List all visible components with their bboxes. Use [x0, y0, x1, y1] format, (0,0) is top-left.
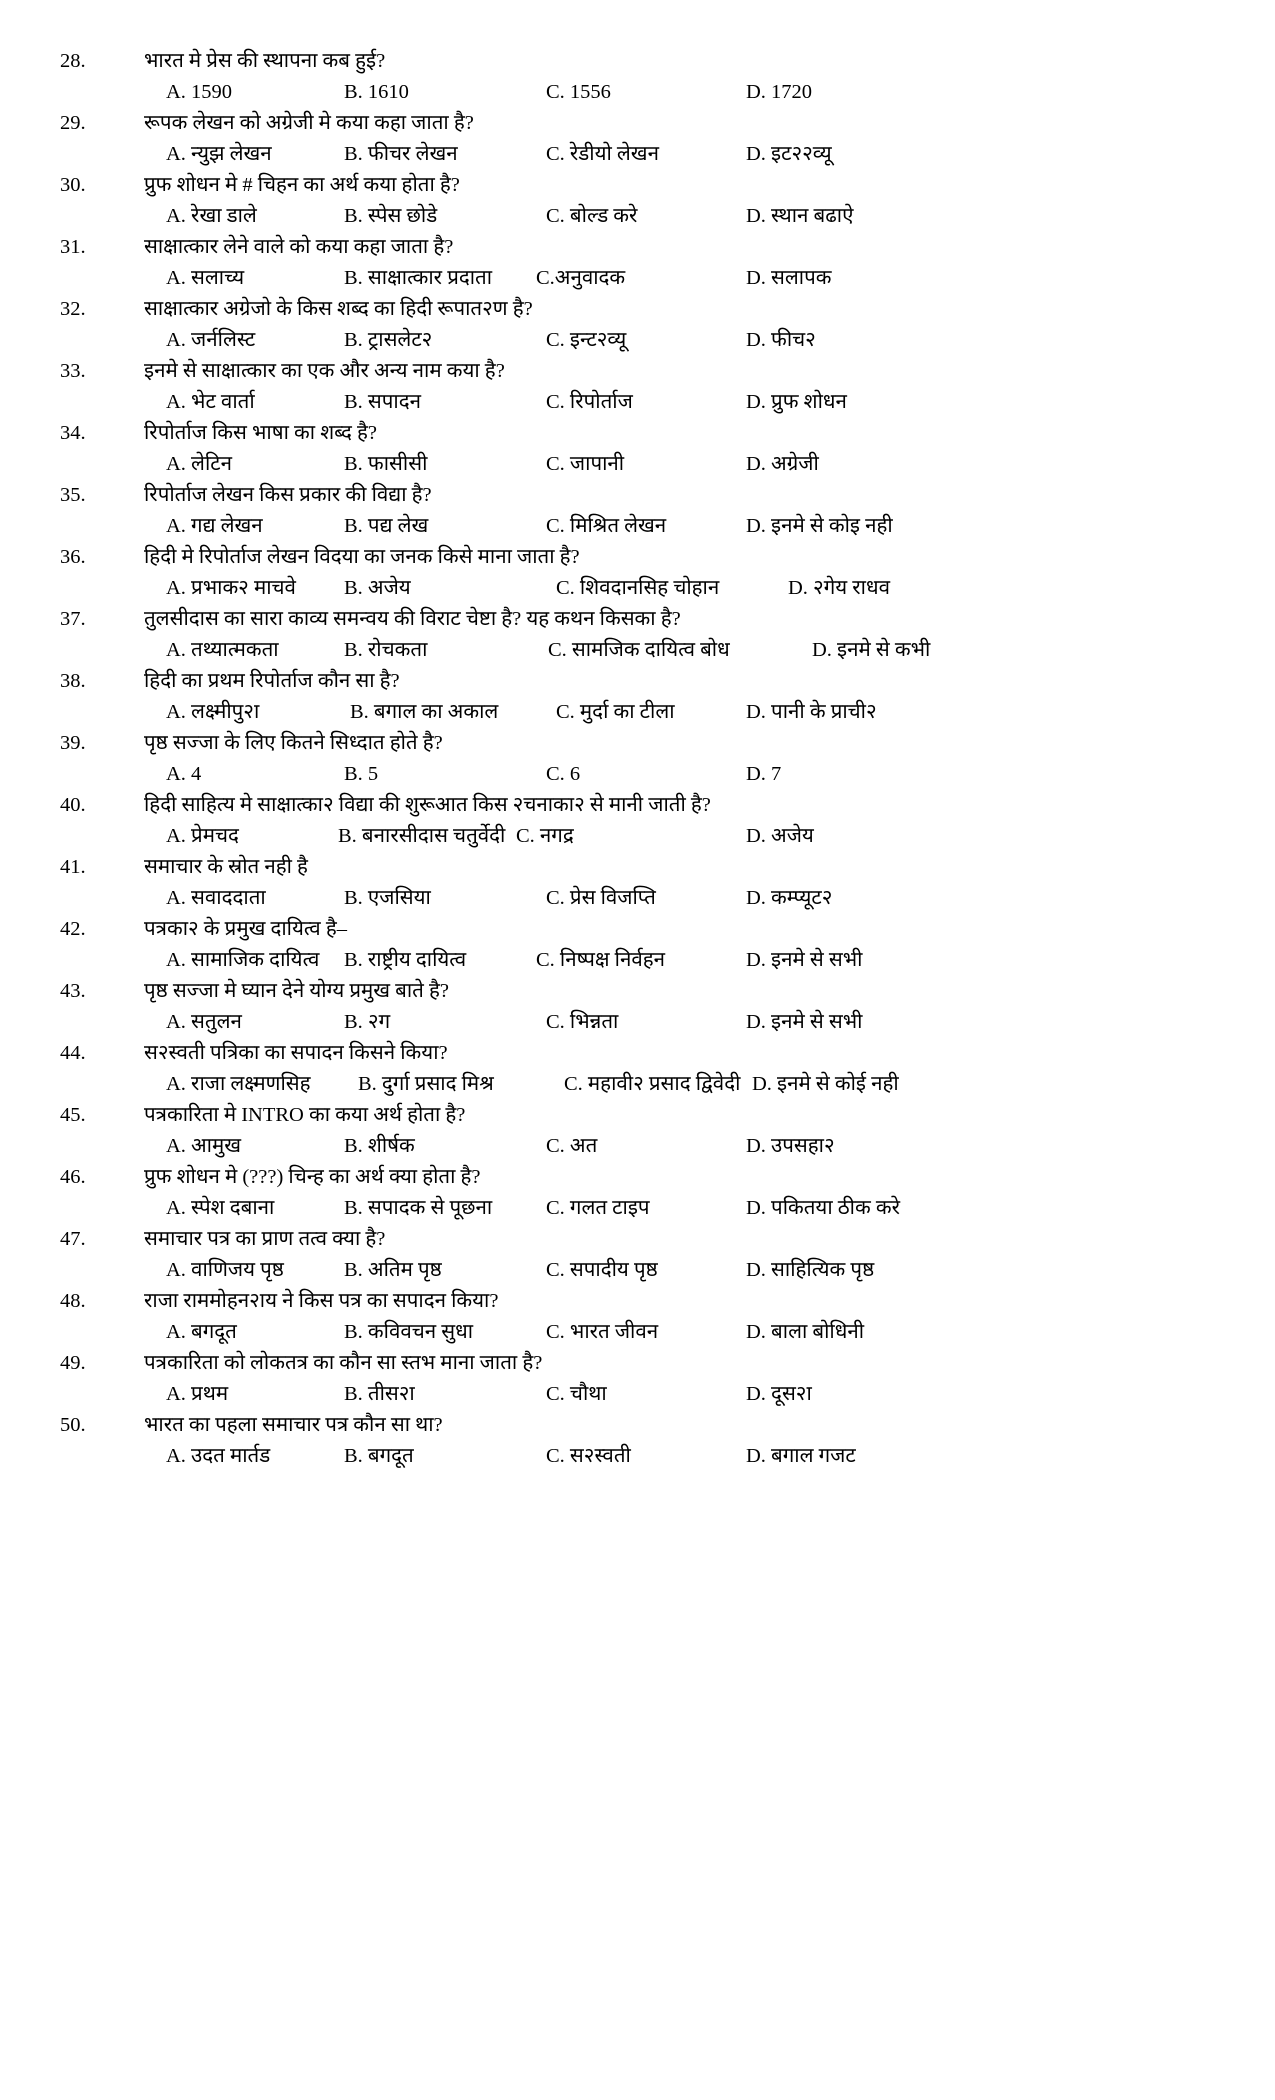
option-d[interactable]: D. इनमे से कभी [812, 639, 931, 661]
question-block [60, 1224, 1215, 1286]
option-row [166, 386, 1215, 418]
option-d[interactable]: D. दूस२ा [746, 1383, 812, 1405]
option-d[interactable]: D. अजेय [746, 825, 814, 847]
option-c[interactable]: C. सामजिक दायित्व बोध [548, 639, 730, 661]
option-c[interactable]: C. प्रेस विजप्ति [546, 887, 656, 909]
option-row [166, 324, 1215, 356]
option-d[interactable]: D. इनमे से कोई नही [752, 1073, 899, 1095]
question-block [60, 170, 1215, 232]
option-d[interactable]: D. साहित्यिक पृष्ठ [746, 1259, 875, 1281]
option-d[interactable]: D. २गेय राधव [788, 577, 890, 599]
option-a[interactable]: A. सलाच्य [166, 267, 245, 289]
question-line [60, 418, 1215, 448]
option-a[interactable]: A. प्रभाक२ माचवे [166, 577, 296, 599]
option-c[interactable]: C. रिपोर्ताज [546, 391, 633, 413]
option-c[interactable]: C. मुर्दा का टीला [556, 701, 675, 723]
question-number: 36. [60, 546, 86, 568]
option-row [166, 1068, 1215, 1100]
question-block [60, 294, 1215, 356]
option-c[interactable]: C. 1556 [546, 81, 611, 103]
question-line [60, 1038, 1215, 1068]
option-d[interactable]: D. इनमे से सभी [746, 1011, 863, 1033]
option-row [166, 1254, 1215, 1286]
option-row [166, 1378, 1215, 1410]
question-number: 31. [60, 236, 86, 258]
option-d[interactable]: D. इनमे से कोइ नही [746, 515, 893, 537]
question-number: 46. [60, 1166, 86, 1188]
option-d[interactable]: D. सलापक [746, 267, 832, 289]
option-a[interactable]: A. सामाजिक दायित्व [166, 949, 320, 971]
question-block [60, 480, 1215, 542]
option-a[interactable]: A. गद्य लेखन [166, 515, 263, 537]
question-line [60, 852, 1215, 882]
question-block [60, 1286, 1215, 1348]
option-d[interactable]: D. बगाल गजट [746, 1445, 856, 1467]
option-a[interactable]: A. स्पेश दबाना [166, 1197, 275, 1219]
question-block [60, 852, 1215, 914]
option-b[interactable]: B. बगदूत [344, 1445, 414, 1467]
option-a[interactable]: A. प्रेमचद [166, 825, 239, 847]
option-b[interactable]: B. रोचकता [344, 639, 428, 661]
question-block [60, 604, 1215, 666]
question-line [60, 356, 1215, 386]
option-c[interactable]: C. शिवदानसिह चोहान [556, 577, 720, 599]
question-text: पत्रकारिता मे INTRO का कया अर्थ होता है? [144, 1104, 466, 1126]
option-b[interactable]: B. 1610 [344, 81, 409, 103]
question-text: पृष्ठ सज्जा के लिए कितने सिध्दात होते है? [144, 732, 443, 754]
option-b[interactable]: B. एजसिया [344, 887, 431, 909]
option-b[interactable]: B. कविवचन सुधा [344, 1321, 474, 1343]
option-c[interactable]: C. भिन्नता [546, 1011, 619, 1033]
option-a[interactable]: A. राजा लक्ष्मणसिह [166, 1073, 311, 1095]
question-list [60, 46, 1215, 1472]
option-b[interactable]: B. स्पेस छोडे [344, 205, 438, 227]
question-line [60, 542, 1215, 572]
option-b[interactable]: B. बनारसीदास चतुर्वेदी [338, 825, 506, 847]
question-text: समाचार के स्रोत नही है [144, 856, 308, 878]
question-line [60, 46, 1215, 76]
option-a[interactable]: A. भेट वार्ता [166, 391, 255, 413]
option-d[interactable]: D. 7 [746, 763, 782, 785]
question-number: 40. [60, 794, 86, 816]
question-line [60, 728, 1215, 758]
option-a[interactable]: A. प्रथम [166, 1383, 229, 1405]
question-line [60, 232, 1215, 262]
option-row [166, 76, 1215, 108]
question-block [60, 108, 1215, 170]
question-line [60, 170, 1215, 200]
question-text: रूपक लेखन को अग्रेजी मे कया कहा जाता है? [144, 112, 474, 134]
question-line [60, 1100, 1215, 1130]
question-block [60, 666, 1215, 728]
option-row [166, 138, 1215, 170]
option-c[interactable]: C. महावी२ प्रसाद द्विवेदी [564, 1073, 741, 1095]
question-block [60, 1100, 1215, 1162]
question-number: 42. [60, 918, 86, 940]
option-row [166, 572, 1215, 604]
question-line [60, 604, 1215, 634]
question-text: इनमे से साक्षात्कार का एक और अन्य नाम कया है? [144, 360, 505, 382]
question-line [60, 480, 1215, 510]
option-b[interactable]: B. तीस२ा [344, 1383, 415, 1405]
option-b[interactable]: B. सपादक से पूछना [344, 1197, 493, 1219]
question-number: 34. [60, 422, 86, 444]
option-b[interactable]: B. सपादन [344, 391, 421, 413]
option-a[interactable]: A. सवाददाता [166, 887, 266, 909]
question-line [60, 294, 1215, 324]
question-block [60, 46, 1215, 108]
question-text: हिदी साहित्य मे साक्षात्का२ विद्या की शुरूआत किस २चनाका२ से मानी जाती है? [144, 794, 711, 816]
question-block [60, 1410, 1215, 1472]
question-number: 28. [60, 50, 86, 72]
option-b[interactable]: B. फासीसी [344, 453, 428, 475]
option-d[interactable]: D. इट२२व्यू [746, 143, 832, 165]
question-block [60, 728, 1215, 790]
question-text: हिदी मे रिपोर्ताज लेखन विदया का जनक किसे माना जाता है? [144, 546, 580, 568]
option-c[interactable]: C. इन्ट२व्यू [546, 329, 627, 351]
question-text: रिपोर्ताज किस भाषा का शब्द है? [144, 422, 377, 444]
option-row [166, 510, 1215, 542]
option-c[interactable]: C. सपादीय पृष्ठ [546, 1259, 658, 1281]
option-c[interactable]: C. गलत टाइप [546, 1197, 650, 1219]
option-row [166, 1192, 1215, 1224]
option-row [166, 634, 1215, 666]
option-a[interactable]: A. लक्ष्मीपु२ा [166, 701, 260, 723]
question-text: साक्षात्कार लेने वाले को कया कहा जाता है? [144, 236, 454, 258]
option-a[interactable]: A. उदत मार्तड [166, 1445, 271, 1467]
option-a[interactable]: A. 1590 [166, 81, 233, 103]
question-block [60, 976, 1215, 1038]
option-row [166, 696, 1215, 728]
option-a[interactable]: A. वाणिजय पृष्ठ [166, 1259, 284, 1281]
option-c[interactable]: C. रेडीयो लेखन [546, 143, 659, 165]
option-b[interactable]: B. फीचर लेखन [344, 143, 458, 165]
option-c[interactable]: C. जापानी [546, 453, 625, 475]
question-number: 32. [60, 298, 86, 320]
option-row [166, 1316, 1215, 1348]
option-a[interactable]: A. जर्नलिस्ट [166, 329, 256, 351]
option-b[interactable]: B. साक्षात्कार प्रदाता [344, 267, 493, 289]
question-block [60, 418, 1215, 480]
question-block [60, 790, 1215, 852]
question-line [60, 666, 1215, 696]
question-text: पृष्ठ सज्जा मे घ्यान देने योग्य प्रमुख बाते है? [144, 980, 449, 1002]
option-d[interactable]: D. उपसहा२ [746, 1135, 835, 1157]
option-row [166, 758, 1215, 790]
option-b[interactable]: B. ट्रासलेट२ [344, 329, 433, 351]
option-b[interactable]: B. अजेय [344, 577, 411, 599]
question-line [60, 914, 1215, 944]
question-number: 44. [60, 1042, 86, 1064]
question-block [60, 542, 1215, 604]
question-block [60, 356, 1215, 418]
question-number: 30. [60, 174, 86, 196]
option-row [166, 820, 1215, 852]
question-text: भारत का पहला समाचार पत्र कौन सा था? [144, 1414, 443, 1436]
option-d[interactable]: D. प्रुफ शोधन [746, 391, 847, 413]
option-a[interactable]: A. 4 [166, 763, 202, 785]
option-d[interactable]: D. स्थान बढाऐ [746, 205, 854, 227]
question-text: प्रुफ शोधन मे (???) चिन्ह का अर्थ क्या होता है? [144, 1166, 481, 1188]
question-line [60, 1286, 1215, 1316]
option-d[interactable]: D. बाला बोधिनी [746, 1321, 865, 1343]
option-c[interactable]: C. नगद्र [516, 825, 574, 847]
question-text: पत्रका२ के प्रमुख दायित्व है– [144, 918, 347, 940]
question-text: तुलसीदास का सारा काव्य समन्वय की विराट चेष्टा है? यह कथन किसका है? [144, 608, 681, 630]
option-d[interactable]: D. इनमे से सभी [746, 949, 863, 971]
option-d[interactable]: D. अग्रेजी [746, 453, 819, 475]
question-line [60, 1348, 1215, 1378]
option-d[interactable]: D. फीच२ [746, 329, 816, 351]
option-c[interactable]: C. चौथा [546, 1383, 607, 1405]
question-block [60, 232, 1215, 294]
question-text: समाचार पत्र का प्राण तत्व क्या है? [144, 1228, 386, 1250]
option-c[interactable]: C. स२स्वती [546, 1445, 631, 1467]
option-row [166, 1130, 1215, 1162]
question-line [60, 1224, 1215, 1254]
option-b[interactable]: B. 5 [344, 763, 379, 785]
option-row [166, 1440, 1215, 1472]
question-block [60, 914, 1215, 976]
question-block [60, 1038, 1215, 1100]
option-b[interactable]: B. पद्य लेख [344, 515, 429, 537]
question-number: 50. [60, 1414, 86, 1436]
option-b[interactable]: B. दुर्गा प्रसाद मिश्र [358, 1073, 494, 1095]
option-c[interactable]: C. अत [546, 1135, 598, 1157]
question-text: स२स्वती पत्रिका का सपादन किसने किया? [144, 1042, 448, 1064]
option-b[interactable]: B. बगाल का अकाल [350, 701, 499, 723]
option-d[interactable]: D. 1720 [746, 81, 813, 103]
question-block [60, 1348, 1215, 1410]
question-number: 35. [60, 484, 86, 506]
question-number: 38. [60, 670, 86, 692]
option-b[interactable]: B. २ग [344, 1011, 391, 1033]
question-line [60, 108, 1215, 138]
question-line [60, 1410, 1215, 1440]
option-c[interactable]: C. मिश्रित लेखन [546, 515, 667, 537]
question-text: साक्षात्कार अग्रेजो के किस शब्द का हिदी रूपात२ण है? [144, 298, 533, 320]
question-number: 43. [60, 980, 86, 1002]
option-b[interactable]: B. शीर्षक [344, 1135, 415, 1157]
option-row [166, 944, 1215, 976]
option-a[interactable]: A. सतुलन [166, 1011, 242, 1033]
question-number: 49. [60, 1352, 86, 1374]
option-a[interactable]: A. लेटिन [166, 453, 232, 475]
option-row [166, 448, 1215, 480]
option-c[interactable]: C. 6 [546, 763, 581, 785]
option-c[interactable]: C.अनुवादक [536, 267, 626, 289]
option-row [166, 262, 1215, 294]
option-a[interactable]: A. बगदूत [166, 1321, 237, 1343]
option-b[interactable]: B. राष्ट्रीय दायित्व [344, 949, 467, 971]
question-text: प्रुफ शोधन मे # चिहन का अर्थ कया होता है? [144, 174, 460, 196]
question-number: 45. [60, 1104, 86, 1126]
option-b[interactable]: B. अतिम पृष्ठ [344, 1259, 442, 1281]
question-number: 29. [60, 112, 86, 134]
option-d[interactable]: D. कम्प्यूट२ [746, 887, 833, 909]
question-text: भारत मे प्रेस की स्थापना कब हुई? [144, 50, 386, 72]
question-text: हिदी का प्रथम रिपोर्ताज कौन सा है? [144, 670, 400, 692]
question-number: 48. [60, 1290, 86, 1312]
option-d[interactable]: D. पानी के प्राची२ [746, 701, 877, 723]
option-row [166, 882, 1215, 914]
option-d[interactable]: D. पकितया ठीक करे [746, 1197, 900, 1219]
option-c[interactable]: C. बोल्ड करे [546, 205, 638, 227]
option-c[interactable]: C. निष्पक्ष निर्वहन [536, 949, 666, 971]
question-line [60, 976, 1215, 1006]
option-c[interactable]: C. भारत जीवन [546, 1321, 659, 1343]
option-a[interactable]: A. रेखा डाले [166, 205, 257, 227]
option-row [166, 1006, 1215, 1038]
option-row [166, 200, 1215, 232]
question-number: 33. [60, 360, 86, 382]
question-number: 37. [60, 608, 86, 630]
option-a[interactable]: A. तथ्यात्मकता [166, 639, 279, 661]
question-number: 39. [60, 732, 86, 754]
question-line [60, 1162, 1215, 1192]
question-block [60, 1162, 1215, 1224]
question-number: 41. [60, 856, 86, 878]
question-text: पत्रकारिता को लोकतत्र का कौन सा स्तभ माना जाता है? [144, 1352, 543, 1374]
option-a[interactable]: A. आमुख [166, 1135, 242, 1157]
question-text: रिपोर्ताज लेखन किस प्रकार की विद्या है? [144, 484, 432, 506]
question-number: 47. [60, 1228, 86, 1250]
question-text: राजा राममोहन२ाय ने किस पत्र का सपादन किया? [144, 1290, 499, 1312]
option-a[interactable]: A. न्युझ लेखन [166, 143, 272, 165]
question-line [60, 790, 1215, 820]
